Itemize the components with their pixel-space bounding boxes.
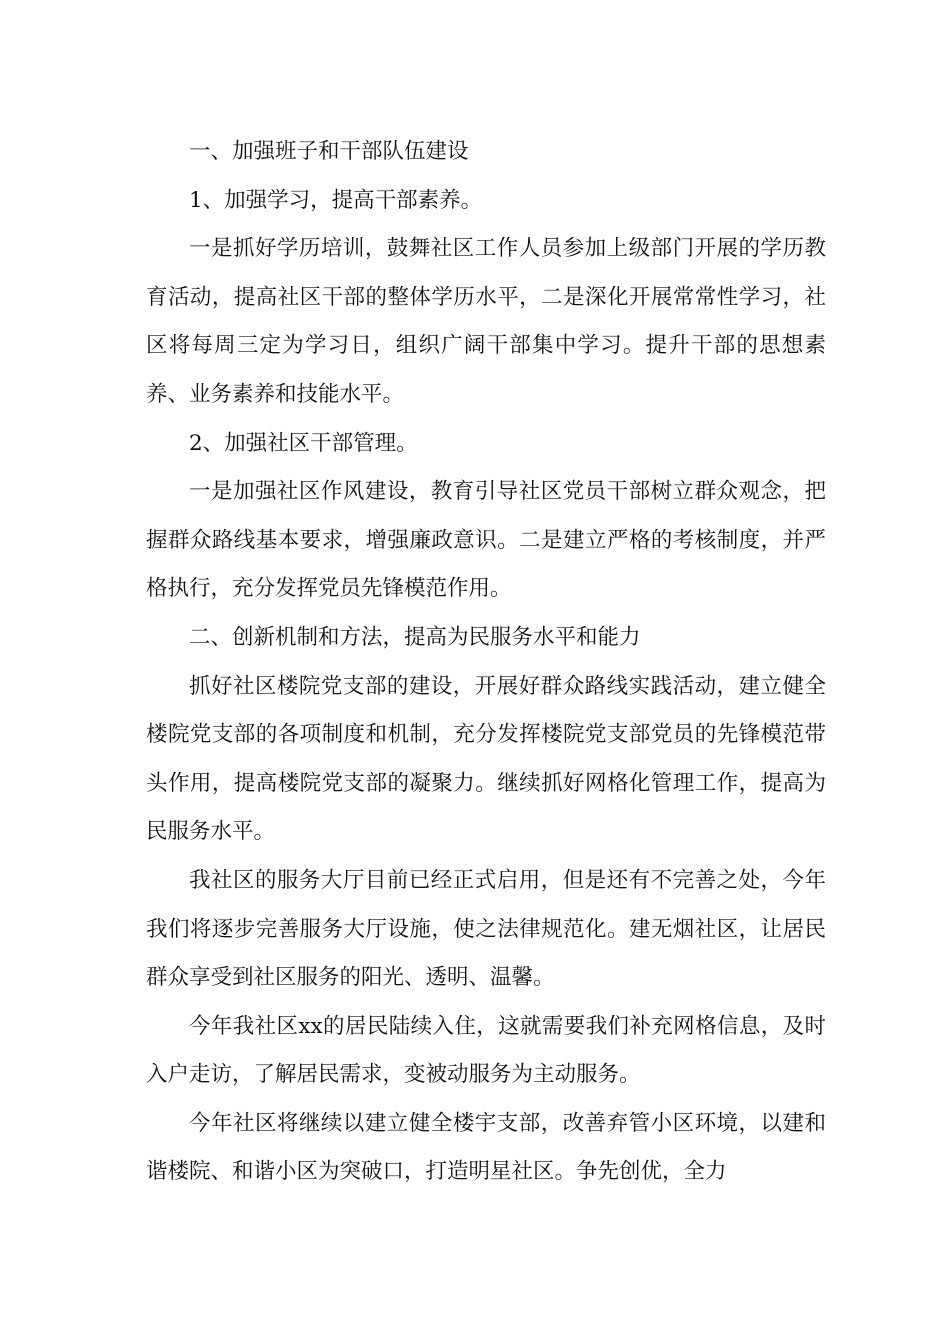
section-heading-2: 二、创新机制和方法，提高为民服务水平和能力: [189, 624, 641, 650]
paragraph-community-plan: 今年社区将继续以建立健全楼宇支部，改善弃管小区环境，以建和谐楼院、和谐小区为突破口，打造明星社区。争先创优，全力: [146, 1110, 826, 1185]
subheading-1-2: 2、加强社区干部管理。: [189, 430, 418, 456]
document-page: [146, 128, 826, 1197]
paragraph-party-branch: 抓好社区楼院党支部的建设，开展好群众路线实践活动，建立健全楼院党支部的各项制度和机制，充分发挥楼院党支部党员的先锋模范带头作用，提高楼院党支部的凝聚力。继续抓好网格化管理工作，提高为民服务水平。: [146, 673, 826, 845]
paragraph-service-hall: 我社区的服务大厅目前已经正式启用，但是还有不完善之处，今年我们将逐步完善服务大厅设施，使之法律规范化。建无烟社区，让居民群众享受到社区服务的阳光、透明、温馨。: [146, 867, 826, 991]
subheading-1-1: 1、加强学习，提高干部素养。: [189, 187, 483, 213]
section-heading-1: 一、加强班子和干部队伍建设: [189, 139, 469, 164]
paragraph-study: 一是抓好学历培训，鼓舞社区工作人员参加上级部门开展的学历教育活动，提高社区干部的整体学历水平，二是深化开展常常性学习，社区将每周三定为学习日，组织广阔干部集中学习。提升干部的思想素养、业务素养和技能水平。: [146, 236, 826, 407]
paragraph-management: 一是加强社区作风建设，教育引导社区党员干部树立群众观念，把握群众路线基本要求，增强廉政意识。二是建立严格的考核制度，并严格执行，充分发挥党员先锋模范作用。: [146, 479, 826, 602]
paragraph-residents: 今年我社区xx的居民陆续入住，这就需要我们补充网格信息，及时入户走访，了解居民需求，变被动服务为主动服务。: [146, 1013, 826, 1088]
